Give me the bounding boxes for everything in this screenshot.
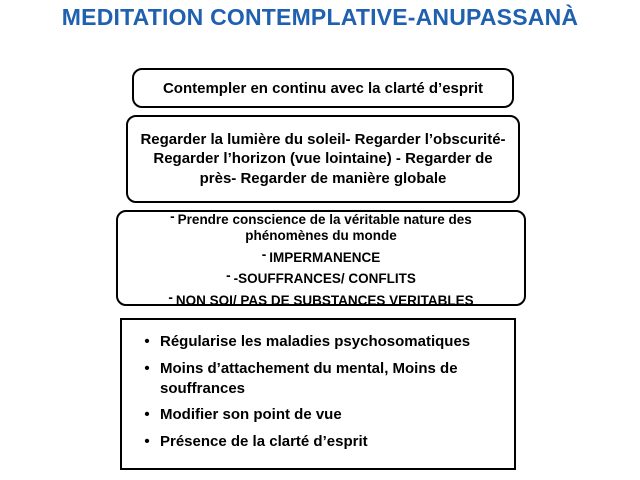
box3-line — [130, 268, 512, 287]
list-item-label: Moins d’attachement du mental, Moins de souffrances — [160, 359, 458, 397]
box3-line-text: NON SOI/ PAS DE SUBSTANCES VERITABLES — [175, 292, 474, 308]
box3-line — [130, 209, 512, 245]
bullet-icon: • — [144, 333, 150, 350]
box-contempler-text: Contempler en continu avec la clarté d’esprit — [162, 79, 484, 97]
box-regarder — [126, 115, 520, 203]
box-contempler — [132, 68, 514, 108]
box-prendre-conscience — [116, 210, 526, 306]
list-item — [134, 432, 502, 452]
box-regarder-text: Regarder la lumière du soleil- Regarder l’obscurité- Regarder l’horizon (vue lointaine) - Regarder de près- Regarder de manière globale — [140, 131, 506, 187]
dash-marker: - — [261, 246, 267, 262]
box3-line — [130, 290, 512, 309]
list-item-label: Présence de la clarté d’esprit — [160, 433, 368, 451]
bullet-icon: • — [144, 406, 150, 424]
box3-line-text: Prendre conscience de la véritable nature des phénomènes du monde — [177, 211, 472, 244]
dash-marker: - — [226, 268, 231, 284]
list-item-label: Régularise les maladies psychosomatiques — [160, 333, 471, 350]
dash-marker: - — [170, 208, 175, 224]
list-item — [134, 405, 502, 425]
box3-line-text: IMPERMANENCE — [269, 249, 381, 265]
list-item-label: Modifier son point de vue — [160, 406, 342, 424]
dash-marker: - — [168, 289, 173, 305]
page-title: MEDITATION CONTEMPLATIVE-ANUPASSANÀ — [61, 4, 579, 30]
list-item — [134, 332, 502, 352]
bullet-icon: • — [144, 433, 150, 451]
box3-line-text: -SOUFFRANCES/ CONFLITS — [233, 271, 416, 287]
box-benefices — [120, 318, 516, 470]
list-item — [134, 359, 502, 399]
bullet-icon: • — [144, 359, 150, 377]
box3-line — [130, 247, 512, 266]
